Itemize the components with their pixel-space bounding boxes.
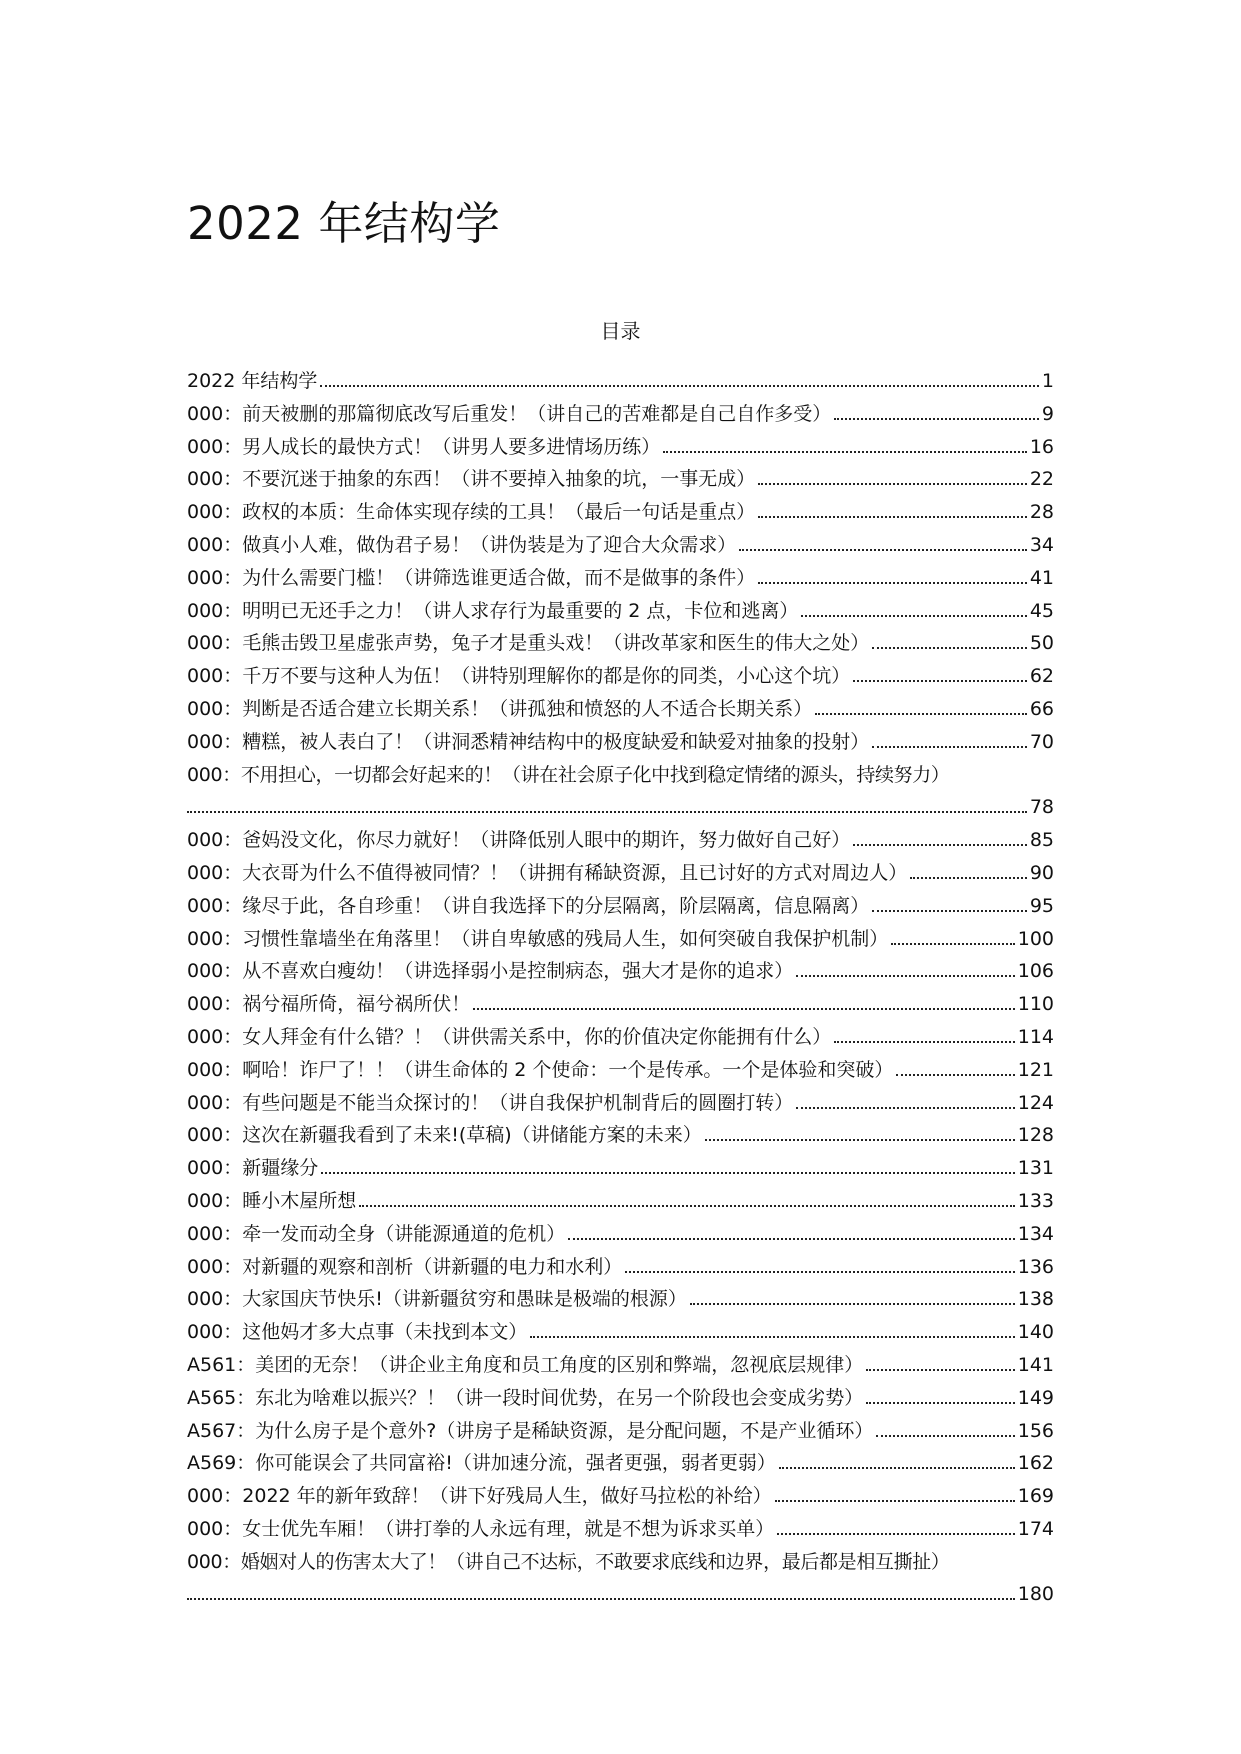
- dot-leader: [872, 909, 1027, 912]
- toc-entry[interactable]: [187, 759, 1054, 825]
- toc-entry-title: 000：这他妈才多大点事（未找到本文）: [187, 1321, 528, 1344]
- toc-entry-page-number: 70: [1029, 730, 1054, 753]
- dot-leader: [775, 1499, 1015, 1502]
- toc-entry-page-number: 106: [1017, 960, 1054, 983]
- toc-entry-title: 000：2022 年的新年致辞！（讲下好残局人生，做好马拉松的补给）: [187, 1485, 772, 1508]
- dot-leader: [853, 679, 1027, 682]
- toc-entry[interactable]: [187, 726, 1054, 759]
- toc-entry[interactable]: [187, 1251, 1054, 1284]
- toc-entry[interactable]: [187, 1513, 1054, 1546]
- dot-leader: [359, 1204, 1014, 1207]
- toc-entry-page-number: 110: [1017, 993, 1054, 1016]
- toc-entry[interactable]: [187, 562, 1054, 595]
- toc-entry[interactable]: [187, 660, 1054, 693]
- toc-entry-page-number: 136: [1017, 1255, 1054, 1278]
- dot-leader: [187, 810, 1027, 813]
- toc-entry-page-number: 138: [1017, 1288, 1054, 1311]
- toc-entry-page-number: 134: [1017, 1222, 1054, 1245]
- toc-entry-continuation: [187, 791, 1054, 824]
- toc-entry-title: 000：对新疆的观察和剖析（讲新疆的电力和水利）: [187, 1255, 623, 1278]
- toc-entry-page-number: 95: [1029, 894, 1054, 917]
- toc-entry-title: 2022 年结构学: [187, 370, 318, 392]
- toc-entry-title: 000：女人拜金有什么错？！（讲供需关系中，你的价值决定你能拥有什么）: [187, 1025, 832, 1048]
- toc-entry[interactable]: [187, 824, 1054, 857]
- toc-entry-title: A567：为什么房子是个意外?（讲房子是稀缺资源，是分配问题，不是产业循环）: [187, 1419, 874, 1442]
- dot-leader: [834, 1040, 1014, 1043]
- toc-entry-title: 000：习惯性靠墙坐在角落里！（讲自卑敏感的残局人生，如何突破自我保护机制）: [187, 927, 889, 950]
- toc-entry-title: A569：你可能误会了共同富裕!（讲加速分流，强者更强，弱者更弱）: [187, 1452, 776, 1475]
- toc-entry[interactable]: [187, 365, 1054, 398]
- dot-leader: [815, 712, 1027, 715]
- toc-entry-title: 000：有些问题是不能当众探讨的！（讲自我保护机制背后的圆圈打转）: [187, 1091, 794, 1114]
- toc-entry-page-number: 124: [1017, 1091, 1054, 1114]
- dot-leader: [866, 1368, 1014, 1371]
- toc-entry-title: A561：美团的无奈！（讲企业主角度和员工角度的区别和弊端，忽视底层规律）: [187, 1353, 864, 1376]
- toc-entry[interactable]: [187, 857, 1054, 890]
- toc-entry-page-number: 162: [1017, 1452, 1054, 1475]
- toc-entry-title: 000：缘尽于此，各自珍重！（讲自我选择下的分层隔离，阶层隔离，信息隔离）: [187, 894, 870, 917]
- toc-entry[interactable]: [187, 890, 1054, 923]
- toc-entry-title: 000：从不喜欢白瘦幼！（讲选择弱小是控制病态，强大才是你的追求）: [187, 960, 794, 983]
- dot-leader: [625, 1270, 1014, 1273]
- toc-entry-page-number: 78: [1029, 796, 1054, 819]
- toc-entry-title: 000：牵一发而动全身（讲能源通道的危机）: [187, 1222, 566, 1245]
- toc-entry[interactable]: [187, 988, 1054, 1021]
- toc-entry-title: 000：千万不要与这种人为伍！（讲特别理解你的都是你的同类，小心这个坑）: [187, 665, 851, 688]
- toc-entry-page-number: 9: [1041, 402, 1054, 425]
- dot-leader: [891, 942, 1014, 945]
- toc-entry-page-number: 28: [1029, 501, 1054, 524]
- dot-leader: [866, 1401, 1014, 1404]
- toc-entry-title: 000：啊哈！诈尸了！！（讲生命体的 2 个使命：一个是传承。一个是体验和突破）: [187, 1058, 894, 1081]
- toc-entry-page-number: 174: [1017, 1517, 1054, 1540]
- document-title: 2022 年结构学: [187, 197, 501, 250]
- toc-entry-page-number: 133: [1017, 1189, 1054, 1212]
- toc-entry-page-number: 45: [1029, 599, 1054, 622]
- toc-entry-title: 000：女士优先车厢！（讲打拳的人永远有理，就是不想为诉求买单）: [187, 1517, 775, 1540]
- toc-entry-title: 000：爸妈没文化，你尽力就好！（讲降低别人眼中的期许，努力做好自己好）: [187, 829, 851, 852]
- dot-leader: [801, 614, 1026, 617]
- toc-entry-page-number: 90: [1029, 861, 1054, 884]
- toc-heading: 目录: [600, 319, 641, 343]
- toc-entry-title: 000：毛熊击毁卫星虚张声势，兔子才是重头戏！（讲改革家和医生的伟大之处）: [187, 632, 870, 655]
- toc-entry[interactable]: [187, 1054, 1054, 1087]
- toc-entry[interactable]: [187, 463, 1054, 496]
- toc-entry-title: 000：为什么需要门槛！（讲筛选谁更适合做，而不是做事的条件）: [187, 566, 756, 589]
- dot-leader: [910, 876, 1027, 879]
- toc-entry-page-number: 156: [1017, 1419, 1054, 1442]
- dot-leader: [872, 646, 1027, 649]
- toc-entry-page-number: 22: [1029, 468, 1054, 491]
- toc-entry-page-number: 128: [1017, 1124, 1054, 1147]
- dot-leader: [690, 1302, 1015, 1305]
- toc-entry-title: 000：不用担心，一切都会好起来的！（讲在社会原子化中找到稳定情绪的源头，持续努力）: [187, 763, 950, 786]
- dot-leader: [758, 515, 1027, 518]
- toc-entry[interactable]: [187, 923, 1054, 956]
- toc-entry[interactable]: [187, 1316, 1054, 1349]
- toc-entry[interactable]: [187, 1021, 1054, 1054]
- toc-entry[interactable]: [187, 1415, 1054, 1448]
- dot-leader: [473, 1007, 1014, 1010]
- dot-leader: [530, 1335, 1014, 1338]
- toc-entry[interactable]: [187, 1349, 1054, 1382]
- dot-leader: [705, 1138, 1015, 1141]
- toc-entry[interactable]: [187, 431, 1054, 464]
- toc-entry[interactable]: [187, 1447, 1054, 1480]
- dot-leader: [663, 450, 1027, 453]
- toc-entry-page-number: 16: [1029, 435, 1054, 458]
- dot-leader: [568, 1237, 1014, 1240]
- toc-entry-title: 000：判断是否适合建立长期关系！（讲孤独和愤怒的人不适合长期关系）: [187, 697, 813, 720]
- toc-entry-page-number: 100: [1017, 927, 1054, 950]
- toc-entry-title: 000：政权的本质：生命体实现存续的工具！（最后一句话是重点）: [187, 501, 756, 524]
- toc-entry-title: 000：这次在新疆我看到了未来!(草稿)（讲储能方案的未来）: [187, 1124, 702, 1147]
- toc-entry-page-number: 41: [1029, 566, 1054, 589]
- toc-entry-page-number: 169: [1017, 1485, 1054, 1508]
- dot-leader: [896, 1073, 1014, 1076]
- toc-entry-title: 000：不要沉迷于抽象的东西！（讲不要掉入抽象的坑，一事无成）: [187, 468, 756, 491]
- toc-entry[interactable]: [187, 1185, 1054, 1218]
- toc-entry-title: 000：婚姻对人的伤害太大了！（讲自己不达标，不敢要求底线和边界，最后都是相互撕扯）: [187, 1550, 950, 1573]
- toc-entry-page-number: 1: [1041, 370, 1054, 392]
- toc-entry[interactable]: [187, 693, 1054, 726]
- dot-leader: [876, 1434, 1014, 1437]
- table-of-contents: [187, 365, 1054, 1611]
- dot-leader: [834, 417, 1039, 420]
- toc-entry-page-number: 114: [1017, 1025, 1054, 1048]
- toc-entry-page-number: 85: [1029, 829, 1054, 852]
- toc-entry[interactable]: [187, 627, 1054, 660]
- toc-entry-title: 000：大家国庆节快乐!（讲新疆贫穷和愚昧是极端的根源）: [187, 1288, 687, 1311]
- dot-leader: [187, 1597, 1015, 1600]
- toc-entry-title: 000：新疆缘分: [187, 1157, 319, 1180]
- toc-entry[interactable]: [187, 1218, 1054, 1251]
- toc-entry[interactable]: [187, 398, 1054, 431]
- toc-entry[interactable]: [187, 496, 1054, 529]
- toc-entry[interactable]: [187, 595, 1054, 628]
- dot-leader: [779, 1466, 1015, 1469]
- dot-leader: [758, 482, 1027, 485]
- toc-entry-title: 000：前天被删的那篇彻底改写后重发！（讲自己的苦难都是自己自作多受）: [187, 402, 832, 425]
- toc-entry[interactable]: [187, 1480, 1054, 1513]
- toc-entry-page-number: 66: [1029, 697, 1054, 720]
- dot-leader: [796, 974, 1014, 977]
- toc-entry[interactable]: [187, 529, 1054, 562]
- dot-leader: [758, 581, 1027, 584]
- dot-leader: [796, 1106, 1014, 1109]
- dot-leader: [320, 384, 1039, 387]
- dot-leader: [777, 1532, 1014, 1535]
- toc-entry-title: 000：男人成长的最快方式！（讲男人要多进情场历练）: [187, 435, 661, 458]
- toc-entry-title: 000：糟糕，被人表白了！（讲洞悉精神结构中的极度缺爱和缺爱对抽象的投射）: [187, 730, 870, 753]
- toc-entry[interactable]: [187, 1283, 1054, 1316]
- toc-entry-title: 000：大衣哥为什么不值得被同情？！（讲拥有稀缺资源，且已讨好的方式对周边人）: [187, 861, 908, 884]
- toc-entry[interactable]: [187, 1119, 1054, 1152]
- toc-entry[interactable]: [187, 1087, 1054, 1120]
- toc-entry-page-number: 34: [1029, 533, 1054, 556]
- toc-entry-page-number: 149: [1017, 1386, 1054, 1409]
- toc-entry[interactable]: [187, 955, 1054, 988]
- toc-entry-page-number: 140: [1017, 1321, 1054, 1344]
- dot-leader: [321, 1171, 1014, 1174]
- dot-leader: [872, 745, 1027, 748]
- toc-entry-page-number: 62: [1029, 665, 1054, 688]
- toc-entry-page-number: 50: [1029, 632, 1054, 655]
- toc-entry-page-number: 141: [1017, 1353, 1054, 1376]
- dot-leader: [739, 548, 1027, 551]
- toc-entry[interactable]: [187, 1152, 1054, 1185]
- toc-entry-continuation: [187, 1578, 1054, 1611]
- toc-entry-title: 000：明明已无还手之力！（讲人求存行为最重要的 2 点，卡位和逃离）: [187, 599, 799, 622]
- toc-entry-page-number: 121: [1017, 1058, 1054, 1081]
- toc-entry-title: A565：东北为啥难以振兴？！（讲一段时间优势，在另一个阶段也会变成劣势）: [187, 1386, 864, 1409]
- toc-entry[interactable]: [187, 1382, 1054, 1415]
- toc-entry-title: 000：祸兮福所倚，福兮祸所伏！: [187, 993, 471, 1016]
- toc-entry-title: 000：做真小人难，做伪君子易！（讲伪装是为了迎合大众需求）: [187, 533, 737, 556]
- toc-entry[interactable]: [187, 1546, 1054, 1612]
- toc-entry-page-number: 131: [1017, 1157, 1054, 1180]
- toc-entry-page-number: 180: [1017, 1583, 1054, 1606]
- dot-leader: [853, 843, 1027, 846]
- toc-entry-title: 000：睡小木屋所想: [187, 1189, 357, 1212]
